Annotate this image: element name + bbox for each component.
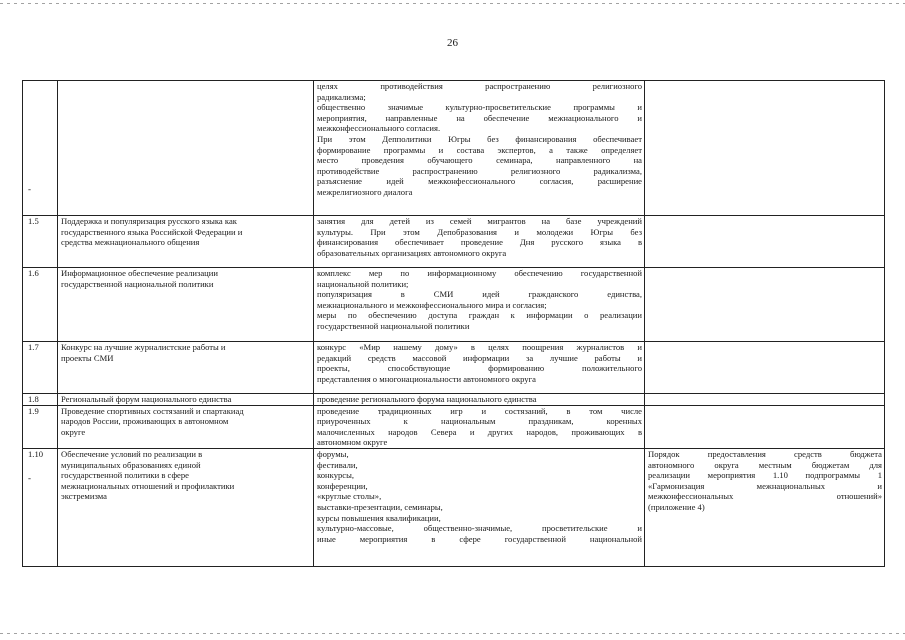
activity-name-cell [58, 394, 314, 406]
row-mark: - [28, 184, 31, 194]
activity-name-line: проекты СМИ [61, 352, 114, 363]
activity-note-cell [645, 394, 885, 406]
activity-content-line: популяризация в СМИ идей гражданского единства, [317, 289, 642, 300]
activity-content-line: фестивали, [317, 459, 358, 470]
activity-note-line: Порядок предоставления средств бюджета [648, 448, 882, 459]
activity-name-line: Проведение спортивных состязаний и спартакиад [61, 405, 244, 416]
activity-content-line: целях противодействия распространению религиозного [317, 81, 642, 91]
activity-content-line: межрелигиозного диалога [317, 186, 413, 197]
activity-name-line: Региональный форум национального единства [61, 394, 232, 404]
activity-name-line: Информационное обеспечение реализации [61, 268, 218, 278]
activity-content-line: комплекс мер по информационному обеспечению государственной [317, 268, 642, 278]
activity-content-cell [314, 342, 645, 394]
activity-note-cell [645, 268, 885, 342]
activity-content-line: конференции, [317, 480, 368, 491]
activity-note-cell [645, 342, 885, 394]
activity-content-line: межконфессионального согласия. [317, 123, 441, 134]
activity-content-line: «круглые столы», [317, 491, 382, 502]
row-number-cell [23, 268, 58, 342]
activity-content-line: представления о многонациональности автономного округа [317, 373, 536, 384]
activity-name-line: государственного языка Российской Федерации и [61, 226, 243, 237]
activity-note-line: реализации мероприятия 1.10 подпрограммы 1 [648, 470, 882, 481]
activity-content-line: государственной национальной политики [317, 320, 470, 331]
table-body [23, 81, 885, 567]
activity-content-cell [314, 448, 645, 566]
table-row [23, 405, 885, 448]
activity-content-line: проведение традиционных игр и состязаний, в том числе [317, 405, 642, 416]
activity-content-line: разъяснение идей межконфессионального согласия, расширение [317, 176, 642, 187]
activity-content-line: культуры. При этом Депобразования и молодежи Югры без [317, 226, 642, 237]
activity-name-line: Конкурс на лучшие журналистские работы и [61, 342, 226, 352]
activity-content-line: меры по обеспечению доступа граждан к информации о реализации [317, 310, 642, 321]
activity-name-cell [58, 405, 314, 448]
activity-content-line: финансирования обеспечивает проведение Дня русского языка в [317, 237, 642, 248]
activity-note-cell [645, 216, 885, 268]
row-number-cell [23, 394, 58, 406]
activity-name-line: округе [61, 426, 86, 437]
activity-content-line: форумы, [317, 448, 349, 459]
activity-content-line: конкурсы, [317, 470, 355, 481]
activity-content-line: национальной политики; [317, 278, 409, 289]
activity-name-cell [58, 342, 314, 394]
row-number-cell [23, 342, 58, 394]
scan-edge-bottom [0, 633, 905, 634]
activity-note-cell [645, 405, 885, 448]
activity-content-line: культурно-массовые, общественно-значимые, просветительские и [317, 523, 642, 534]
activity-content-line: При этом Депполитики Югры без финансирования обеспечивает [317, 133, 642, 144]
row-number-cell [23, 448, 58, 566]
activity-content-cell [314, 268, 645, 342]
activity-name-line: государственной политики в сфере [61, 470, 189, 481]
activity-content-line: занятия для детей из семей мигрантов на базе учреждений [317, 216, 642, 226]
activity-content-line: общественно значимые культурно-просветительские программы и [317, 102, 642, 113]
row-number: 1.10 [28, 448, 44, 459]
activity-content-line: противодействие распространению религиозного радикализма, [317, 165, 642, 176]
row-mark: - [28, 472, 31, 483]
activity-content-line: образовательных организациях автономного округа [317, 247, 507, 258]
activity-name-line: государственной национальной политики [61, 278, 214, 289]
activity-content-line: проведение регионального форума национального единства [317, 394, 537, 404]
row-number: 1.8 [28, 394, 39, 404]
activity-content-line: курсы повышения квалификации, [317, 512, 441, 523]
activity-content-line: мероприятия, направленные на обеспечение межнационального и [317, 112, 642, 123]
activity-name-line: народов России, проживающих в автономном [61, 416, 229, 427]
activity-note-line: межконфессиональных отношений» [648, 491, 882, 502]
activity-name-line: экстремизма [61, 491, 107, 502]
row-number-cell [23, 81, 58, 216]
activity-content-line: конкурс «Мир нашему дому» в целях поощрения журналистов и [317, 342, 642, 352]
program-table [22, 80, 885, 567]
activity-note-cell [645, 81, 885, 216]
activity-name-line: межнациональных отношений и профилактики [61, 480, 235, 491]
activity-name-line: муниципальных образованиях единой [61, 459, 201, 470]
row-number-cell [23, 216, 58, 268]
row-number: 1.9 [28, 405, 39, 416]
activity-name-cell [58, 448, 314, 566]
activity-note-line: (приложение 4) [648, 501, 705, 512]
row-number: 1.5 [28, 216, 39, 226]
row-number: 1.6 [28, 268, 39, 278]
activity-content-line: иные мероприятия в сфере государственной национальной [317, 533, 642, 544]
activity-content-cell [314, 216, 645, 268]
activity-note-line: автономного округа местным бюджетам для [648, 459, 882, 470]
activity-name-line: Обеспечение условий по реализации в [61, 448, 203, 459]
activity-content-line: формирование программы и состава экспертов, а также определяет [317, 144, 642, 155]
activity-content-line: межнационального и межконфессионального мира и согласия; [317, 299, 547, 310]
activity-content-line: автономном округе [317, 437, 388, 448]
table-row [23, 216, 885, 268]
activity-content-cell [314, 405, 645, 448]
activity-content-line: радикализма; [317, 91, 366, 102]
activity-name-cell [58, 216, 314, 268]
table-row [23, 268, 885, 342]
activity-content-cell [314, 81, 645, 216]
activity-name-line: средства межнационального общения [61, 237, 200, 248]
table-row [23, 81, 885, 216]
activity-name-cell [58, 268, 314, 342]
table-row [23, 448, 885, 566]
activity-content-line: редакций средств массовой информации за лучшие работы и [317, 352, 642, 363]
activity-content-line: малочисленных народов Севера и других народов, проживающих в [317, 426, 642, 437]
activity-name-line: Поддержка и популяризация русского языка как [61, 216, 237, 226]
scan-edge-top [0, 3, 905, 4]
page-number: 26 [447, 37, 458, 49]
activity-name-cell [58, 81, 314, 216]
table-row [23, 342, 885, 394]
activity-content-line: место проведения обучающего семинара, направленного на [317, 155, 642, 166]
activity-content-line: приуроченных к национальным праздникам, коренных [317, 416, 642, 427]
activity-content-line: проекты, способствующие формированию положительного [317, 363, 642, 374]
row-number-cell [23, 405, 58, 448]
activity-content-cell [314, 394, 645, 406]
table-row [23, 394, 885, 406]
row-number: 1.7 [28, 342, 39, 352]
activity-note-line: «Гармонизация межнациональных и [648, 480, 882, 491]
activity-note-cell [645, 448, 885, 566]
activity-content-line: выставки-презентации, семинары, [317, 501, 443, 512]
